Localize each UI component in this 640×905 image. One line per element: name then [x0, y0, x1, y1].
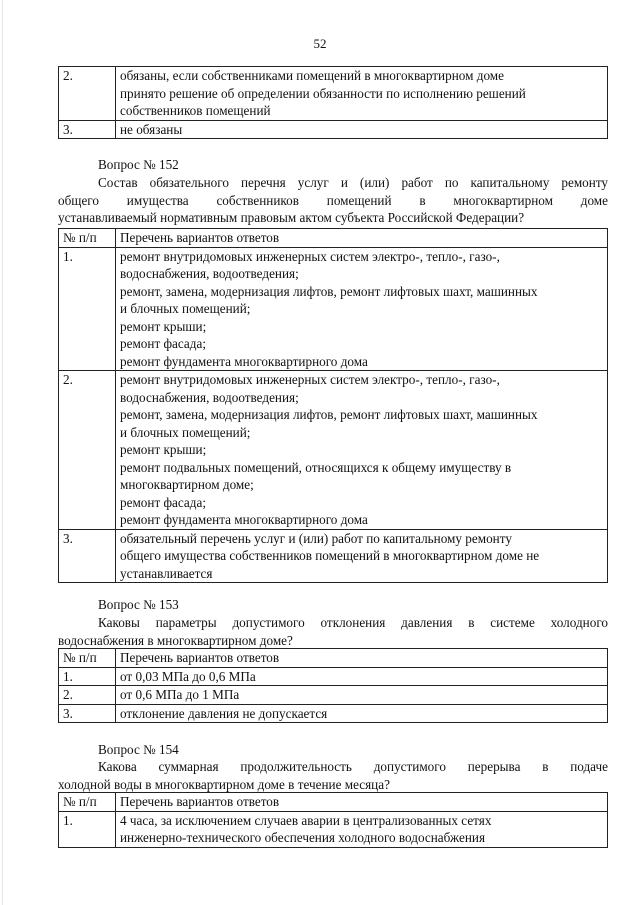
table-row [59, 667, 608, 686]
question-152-title: Вопрос № 152 [98, 157, 179, 172]
table-header-row [59, 793, 608, 812]
question-152-table [58, 228, 608, 583]
answer-cell: не обязаны [116, 120, 608, 139]
table-header-row [59, 649, 608, 668]
header-number: № п/п [59, 229, 116, 248]
table-row [59, 247, 608, 371]
header-number: № п/п [59, 793, 116, 812]
question-152-text: Состав обязательного перечня услуг и (или) работ по капитальному ремонту общего имущества собственников помещений в многоквартирном доме устанавливаемый нормативным правовым актом субъекта Российской Федерации? [58, 175, 608, 225]
table-row [59, 686, 608, 705]
question-154-text: Какова суммарная продолжительность допустимого перерыва в подаче холодной воды в многоквартирном доме в течение месяца? [58, 759, 608, 792]
answer-cell: ремонт внутридомовых инженерных систем электро-, тепло-, газо-, водоснабжения, водоотведения; ремонт, замена, модернизация лифтов, ремонт лифтовых шахт, машинных и блочных помещений; ремонт крыши; ремонт подвальных помещений, относящихся к общему имуществу в многоквартирном доме; ремонт фасада; ремонт фундамента многоквартирного дома [116, 371, 608, 530]
scan-edge [2, 0, 3, 905]
answer-cell: от 0,6 МПа до 1 МПа [116, 686, 608, 705]
row-number: 2. [59, 686, 116, 705]
table-row [59, 811, 608, 847]
question-154-table [58, 792, 608, 848]
page-number: 52 [313, 36, 327, 51]
row-number: 1. [59, 811, 116, 847]
row-number: 1. [59, 247, 116, 371]
header-label: Перечень вариантов ответов [116, 649, 608, 668]
question-153-text: Каковы параметры допустимого отклонения давления в системе холодного водоснабжения в многоквартирном доме? [58, 615, 608, 648]
table-row [59, 120, 608, 139]
question-153-table [58, 648, 608, 723]
table-header-row [59, 229, 608, 248]
row-number: 2. [59, 371, 116, 530]
answer-cell: обязательный перечень услуг и (или) работ по капитальному ремонту общего имущества собственников помещений в многоквартирном доме не устанавливается [116, 529, 608, 583]
table-row [59, 529, 608, 583]
question-154-title: Вопрос № 154 [98, 742, 179, 757]
header-number: № п/п [59, 649, 116, 668]
answers-table-continued [58, 66, 608, 139]
table-row [59, 67, 608, 121]
row-number: 3. [59, 120, 116, 139]
question-153-title: Вопрос № 153 [98, 597, 179, 612]
answer-cell: обязаны, если собственниками помещений в многоквартирном доме принято решение об определении обязанности по исполнению решений собственников помещений [116, 67, 608, 121]
row-number: 1. [59, 667, 116, 686]
answer-cell: отклонение давления не допускается [116, 704, 608, 723]
table-row [59, 371, 608, 530]
answer-cell: 4 часа, за исключением случаев аварии в централизованных сетях инженерно-технического обеспечения холодного водоснабжения [116, 811, 608, 847]
header-label: Перечень вариантов ответов [116, 793, 608, 812]
answer-cell: от 0,03 МПа до 0,6 МПа [116, 667, 608, 686]
row-number: 3. [59, 704, 116, 723]
table-row [59, 704, 608, 723]
answer-cell: ремонт внутридомовых инженерных систем электро-, тепло-, газо-, водоснабжения, водоотведения; ремонт, замена, модернизация лифтов, ремонт лифтовых шахт, машинных и блочных помещений; ремонт крыши; ремонт фасада; ремонт фундамента многоквартирного дома [116, 247, 608, 371]
header-label: Перечень вариантов ответов [116, 229, 608, 248]
row-number: 3. [59, 529, 116, 583]
row-number: 2. [59, 67, 116, 121]
